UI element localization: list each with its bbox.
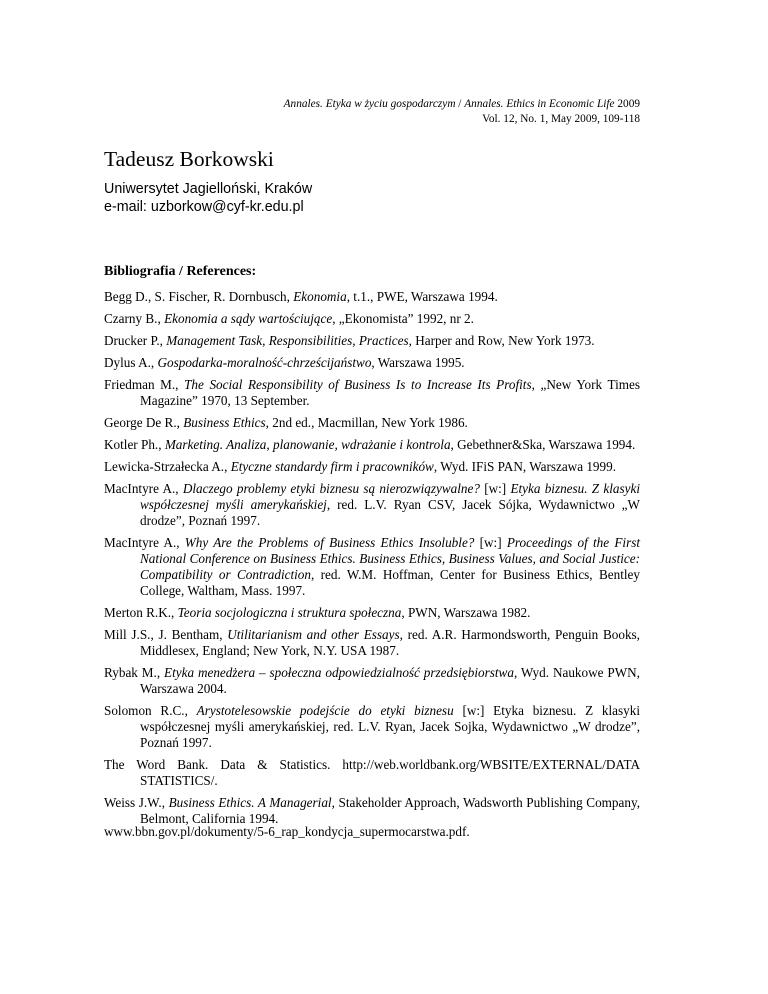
reference-entry: Rybak M., Etyka menedżera – społeczna odpowiedzialność przedsiębiorstwa, Wyd. Naukowe PWN, Warszawa 2004. [104,665,640,696]
journal-title-en: Annales. Ethics in Economic Life [464,98,615,110]
reference-entry: MacIntyre A., Why Are the Problems of Business Ethics Insoluble? [w:] Proceedings of the First National Conference on Business Ethics. Business Ethics, Business Values, and Social Justice: Compatibility or Contradiction, red. W.M. Hoffman, Center for Business Ethics, Bentley College, Waltham, Mass. 1997. [104,535,640,598]
reference-entry: George De R., Business Ethics, 2nd ed., Macmillan, New York 1986. [104,415,468,430]
author-email: e-mail: uzborkow@cyf-kr.edu.pl [104,199,304,215]
journal-year: 2009 [617,98,640,110]
reference-entry: Lewicka-Strzałecka A., Etyczne standardy firm i pracowników, Wyd. IFiS PAN, Warszawa 1999. [104,459,617,474]
references-list [104,289,640,833]
reference-entry: Czarny B., Ekonomia a sądy wartościujące, „Ekonomista” 1992, nr 2. [104,311,474,326]
reference-entry: Weiss J.W., Business Ethics. A Managerial, Stakeholder Approach, Wadsworth Publishing Company, Belmont, California 1994. [104,795,641,826]
reference-entry: Drucker P., Management Task, Responsibilities, Practices, Harper and Row, New York 1973. [104,333,595,348]
journal-title-pl: Annales. Etyka w życiu gospodarczym [283,98,456,110]
journal-separator: / [455,98,465,110]
reference-entry: Friedman M., The Social Responsibility of Business Is to Increase Its Profits, „New York Times Magazine” 1970, 13 September. [104,377,640,408]
references-heading: Bibliografia / References: [104,264,257,279]
journal-volume: Vol. 12, No. 1, May 2009, 109-118 [482,113,640,125]
footer-url: www.bbn.gov.pl/dokumenty/5-6_rap_kondycja_supermocarstwa.pdf. [104,824,470,839]
journal-header [284,97,640,127]
reference-entry: The Word Bank. Data & Statistics. http://web.worldbank.org/WBSITE/EXTERNAL/DATA STATISTICS/. [104,757,640,788]
author-affiliation: Uniwersytet Jagielloński, Kraków [104,181,313,197]
reference-entry: Merton R.K., Teoria socjologiczna i struktura społeczna, PWN, Warszawa 1982. [104,605,531,620]
reference-entry: Kotler Ph., Marketing. Analiza, planowanie, wdrażanie i kontrola, Gebethner&Ska, Warszawa 1994. [104,437,636,452]
journal-title-line [284,97,640,112]
author-affiliation-block [104,180,312,216]
reference-entry: Begg D., S. Fischer, R. Dornbusch, Ekonomia, t.1., PWE, Warszawa 1994. [104,289,498,304]
reference-entry: Mill J.S., J. Bentham, Utilitarianism and other Essays, red. A.R. Harmondsworth, Penguin Books, Middlesex, England; New York, N.Y. USA 1987. [104,627,640,658]
author-name: Tadeusz Borkowski [104,147,274,171]
reference-entry: Dylus A., Gospodarka-moralność-chrześcijaństwo, Warszawa 1995. [104,355,465,370]
reference-entry: MacIntyre A., Dlaczego problemy etyki biznesu są nierozwiązywalne? [w:] Etyka biznesu. Z klasyki współczesnej myśli amerykańskiej, red. L.V. Ryan CSV, Jacek Sójka, Wydawnictwo „W drodze”, Poznań 1997. [104,481,641,528]
reference-entry: Solomon R.C., Arystotelesowskie podejście do etyki biznesu [w:] Etyka biznesu. Z klasyki współczesnej myśli amerykańskiej, red. L.V. Ryan, Jacek Sojka, Wydawnictwo „W drodze”, Poznań 1997. [104,703,640,750]
